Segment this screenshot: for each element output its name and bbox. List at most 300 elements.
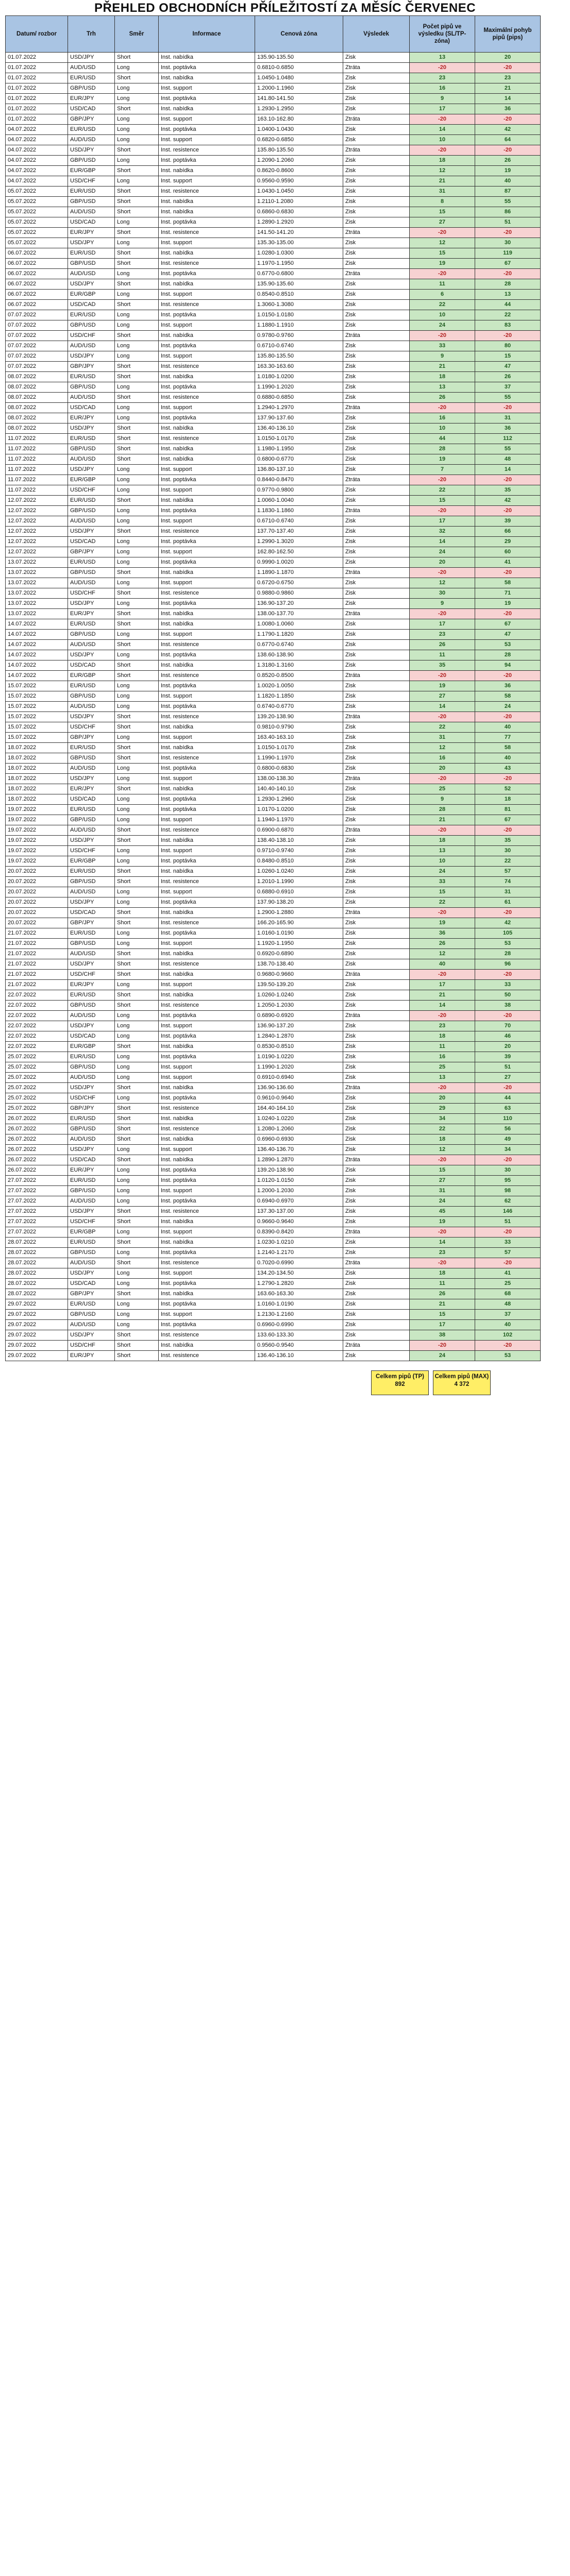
cell-pips: -20: [410, 331, 475, 341]
cell-info: Inst. poptávka: [159, 557, 255, 568]
cell-result: Zisk: [343, 238, 410, 248]
cell-result: Ztráta: [343, 568, 410, 578]
cell-date: 22.07.2022: [6, 1031, 68, 1042]
cell-market: EUR/USD: [68, 557, 115, 568]
cell-market: EUR/GBP: [68, 166, 115, 176]
cell-max-move: -20: [475, 1227, 541, 1238]
cell-result: Ztráta: [343, 712, 410, 722]
cell-market: EUR/USD: [68, 990, 115, 1001]
cell-price-zone: 1.1940-1.1970: [255, 815, 343, 825]
cell-price-zone: 1.2890-1.2870: [255, 1155, 343, 1165]
cell-info: Inst. poptávka: [159, 1176, 255, 1186]
cell-pips: 33: [410, 877, 475, 887]
cell-market: USD/JPY: [68, 774, 115, 784]
cell-info: Inst. poptávka: [159, 805, 255, 815]
cell-direction: Short: [115, 104, 159, 114]
cell-result: Ztráta: [343, 228, 410, 238]
cell-direction: Long: [115, 475, 159, 485]
cell-pips: 24: [410, 867, 475, 877]
cell-pips: 19: [410, 259, 475, 269]
cell-result: Zisk: [343, 836, 410, 846]
cell-price-zone: 0.6810-0.6850: [255, 63, 343, 73]
cell-result: Ztráta: [343, 1011, 410, 1021]
cell-market: EUR/GBP: [68, 671, 115, 681]
table-row: [6, 1114, 541, 1124]
cell-max-move: 52: [475, 784, 541, 794]
cell-date: 01.07.2022: [6, 114, 68, 125]
cell-date: 15.07.2022: [6, 722, 68, 733]
cell-date: 11.07.2022: [6, 444, 68, 454]
cell-max-move: 36: [475, 423, 541, 434]
cell-info: Inst. nabídka: [159, 568, 255, 578]
cell-direction: Short: [115, 660, 159, 671]
cell-price-zone: 1.0060-1.0040: [255, 496, 343, 506]
cell-max-move: 66: [475, 527, 541, 537]
cell-date: 21.07.2022: [6, 928, 68, 939]
cell-result: Zisk: [343, 537, 410, 547]
cell-market: AUD/USD: [68, 1073, 115, 1083]
cell-info: Inst. nabídka: [159, 496, 255, 506]
cell-info: Inst. support: [159, 846, 255, 856]
cell-info: Inst. support: [159, 290, 255, 300]
cell-info: Inst. nabídka: [159, 248, 255, 259]
column-header-price-zone: Cenová zóna: [255, 16, 343, 53]
table-row: [6, 444, 541, 454]
column-header-max-move: Maximální pohyb pipů (pips): [475, 16, 541, 53]
cell-date: 29.07.2022: [6, 1341, 68, 1351]
cell-market: AUD/USD: [68, 1258, 115, 1268]
cell-pips: 14: [410, 1001, 475, 1011]
cell-pips: 21: [410, 815, 475, 825]
cell-direction: Long: [115, 1031, 159, 1042]
table-row: [6, 1238, 541, 1248]
cell-direction: Long: [115, 599, 159, 609]
cell-date: 26.07.2022: [6, 1114, 68, 1124]
cell-max-move: 13: [475, 290, 541, 300]
cell-info: Inst. support: [159, 176, 255, 187]
cell-market: USD/CHF: [68, 331, 115, 341]
cell-max-move: 96: [475, 959, 541, 970]
cell-market: GBP/USD: [68, 444, 115, 454]
total-max-label: Celkem pipů (MAX): [434, 1374, 489, 1380]
cell-market: EUR/GBP: [68, 290, 115, 300]
cell-price-zone: 0.9780-0.9760: [255, 331, 343, 341]
cell-max-move: -20: [475, 1155, 541, 1165]
cell-price-zone: 135.80-135.50: [255, 145, 343, 156]
cell-price-zone: 1.2050-1.2030: [255, 1001, 343, 1011]
cell-max-move: 67: [475, 619, 541, 630]
cell-price-zone: 1.0160-1.0190: [255, 1299, 343, 1310]
cell-date: 08.07.2022: [6, 382, 68, 393]
cell-market: USD/CHF: [68, 970, 115, 980]
table-row: [6, 825, 541, 836]
cell-date: 05.07.2022: [6, 228, 68, 238]
cell-info: Inst. resistence: [159, 259, 255, 269]
cell-direction: Short: [115, 1134, 159, 1145]
cell-direction: Short: [115, 228, 159, 238]
cell-pips: 31: [410, 733, 475, 743]
cell-info: Inst. support: [159, 980, 255, 990]
table-row: [6, 1031, 541, 1042]
cell-price-zone: 163.60-163.30: [255, 1289, 343, 1299]
cell-max-move: 64: [475, 135, 541, 145]
cell-max-move: 33: [475, 980, 541, 990]
cell-date: 13.07.2022: [6, 588, 68, 599]
cell-max-move: 42: [475, 496, 541, 506]
cell-direction: Long: [115, 269, 159, 279]
cell-date: 19.07.2022: [6, 856, 68, 867]
cell-result: Zisk: [343, 290, 410, 300]
cell-info: Inst. poptávka: [159, 506, 255, 516]
cell-max-move: 102: [475, 1330, 541, 1341]
cell-pips: 7: [410, 465, 475, 475]
cell-date: 19.07.2022: [6, 815, 68, 825]
cell-result: Zisk: [343, 197, 410, 207]
cell-price-zone: 1.2990-1.3020: [255, 537, 343, 547]
cell-max-move: 38: [475, 1001, 541, 1011]
table-row: [6, 1330, 541, 1341]
cell-date: 29.07.2022: [6, 1310, 68, 1320]
cell-pips: 45: [410, 1207, 475, 1217]
cell-max-move: -20: [475, 825, 541, 836]
cell-price-zone: 0.6720-0.6750: [255, 578, 343, 588]
cell-market: EUR/USD: [68, 743, 115, 753]
cell-pips: 14: [410, 125, 475, 135]
cell-max-move: -20: [475, 63, 541, 73]
table-row: [6, 362, 541, 372]
cell-direction: Short: [115, 423, 159, 434]
cell-result: Zisk: [343, 784, 410, 794]
cell-pips: -20: [410, 908, 475, 918]
table-row: [6, 1124, 541, 1134]
cell-result: Ztráta: [343, 506, 410, 516]
cell-pips: -20: [410, 825, 475, 836]
cell-direction: Long: [115, 403, 159, 413]
cell-info: Inst. nabídka: [159, 166, 255, 176]
cell-result: Zisk: [343, 990, 410, 1001]
cell-result: Zisk: [343, 1124, 410, 1134]
cell-result: Zisk: [343, 1248, 410, 1258]
cell-max-move: -20: [475, 908, 541, 918]
cell-info: Inst. nabídka: [159, 73, 255, 83]
cell-pips: 17: [410, 104, 475, 114]
cell-date: 14.07.2022: [6, 660, 68, 671]
cell-date: 15.07.2022: [6, 702, 68, 712]
table-row: [6, 949, 541, 959]
cell-date: 14.07.2022: [6, 640, 68, 650]
cell-direction: Short: [115, 1351, 159, 1361]
cell-info: Inst. nabídka: [159, 1217, 255, 1227]
cell-max-move: -20: [475, 1258, 541, 1268]
cell-pips: 23: [410, 73, 475, 83]
table-row: [6, 238, 541, 248]
cell-info: Inst. resistence: [159, 1124, 255, 1134]
cell-max-move: -20: [475, 145, 541, 156]
cell-date: 13.07.2022: [6, 599, 68, 609]
cell-info: Inst. resistence: [159, 588, 255, 599]
cell-market: AUD/USD: [68, 640, 115, 650]
cell-price-zone: 1.0400-1.0430: [255, 125, 343, 135]
table-row: [6, 743, 541, 753]
cell-max-move: -20: [475, 1083, 541, 1093]
cell-price-zone: 0.6960-0.6990: [255, 1320, 343, 1330]
cell-price-zone: 1.2940-1.2970: [255, 403, 343, 413]
cell-direction: Short: [115, 1124, 159, 1134]
cell-market: GBP/USD: [68, 156, 115, 166]
cell-info: Inst. nabídka: [159, 867, 255, 877]
cell-date: 21.07.2022: [6, 959, 68, 970]
cell-result: Ztráta: [343, 269, 410, 279]
cell-pips: -20: [410, 506, 475, 516]
cell-info: Inst. poptávka: [159, 475, 255, 485]
cell-max-move: -20: [475, 228, 541, 238]
cell-pips: -20: [410, 671, 475, 681]
cell-max-move: 35: [475, 836, 541, 846]
table-row: [6, 918, 541, 928]
cell-pips: -20: [410, 1258, 475, 1268]
cell-date: 15.07.2022: [6, 712, 68, 722]
cell-max-move: 80: [475, 341, 541, 351]
table-row: [6, 547, 541, 557]
cell-market: EUR/USD: [68, 867, 115, 877]
cell-max-move: 55: [475, 444, 541, 454]
cell-market: EUR/JPY: [68, 228, 115, 238]
cell-info: Inst. resistence: [159, 640, 255, 650]
cell-market: EUR/GBP: [68, 856, 115, 867]
cell-price-zone: 1.0180-1.0200: [255, 372, 343, 382]
cell-direction: Long: [115, 156, 159, 166]
cell-direction: Short: [115, 1001, 159, 1011]
cell-market: AUD/USD: [68, 887, 115, 897]
cell-max-move: 30: [475, 846, 541, 856]
cell-info: Inst. support: [159, 691, 255, 702]
cell-market: GBP/USD: [68, 630, 115, 640]
cell-direction: Long: [115, 1186, 159, 1196]
cell-result: Ztráta: [343, 671, 410, 681]
cell-info: Inst. poptávka: [159, 1052, 255, 1062]
cell-date: 21.07.2022: [6, 980, 68, 990]
cell-pips: 22: [410, 300, 475, 310]
cell-pips: -20: [410, 403, 475, 413]
table-row: [6, 351, 541, 362]
cell-max-move: -20: [475, 331, 541, 341]
cell-date: 27.07.2022: [6, 1196, 68, 1207]
cell-market: GBP/USD: [68, 877, 115, 887]
cell-result: Zisk: [343, 1310, 410, 1320]
table-row: [6, 300, 541, 310]
cell-result: Ztráta: [343, 774, 410, 784]
cell-max-move: 26: [475, 156, 541, 166]
cell-direction: Short: [115, 609, 159, 619]
cell-direction: Long: [115, 310, 159, 320]
cell-result: Zisk: [343, 94, 410, 104]
cell-pips: 26: [410, 1289, 475, 1299]
cell-max-move: 58: [475, 691, 541, 702]
cell-info: Inst. nabídka: [159, 1042, 255, 1052]
table-row: [6, 1104, 541, 1114]
cell-direction: Long: [115, 1165, 159, 1176]
cell-date: 27.07.2022: [6, 1217, 68, 1227]
cell-pips: 11: [410, 1279, 475, 1289]
cell-pips: 6: [410, 290, 475, 300]
table-row: [6, 897, 541, 908]
cell-pips: 13: [410, 846, 475, 856]
cell-pips: 27: [410, 691, 475, 702]
cell-info: Inst. poptávka: [159, 1248, 255, 1258]
cell-direction: Short: [115, 1341, 159, 1351]
cell-price-zone: 0.8440-0.8470: [255, 475, 343, 485]
cell-info: Inst. poptávka: [159, 269, 255, 279]
cell-info: Inst. poptávka: [159, 217, 255, 228]
cell-market: USD/CHF: [68, 722, 115, 733]
cell-price-zone: 1.2790-1.2820: [255, 1279, 343, 1289]
cell-market: GBP/USD: [68, 197, 115, 207]
cell-market: GBP/USD: [68, 1001, 115, 1011]
cell-date: 20.07.2022: [6, 867, 68, 877]
cell-info: Inst. support: [159, 351, 255, 362]
cell-max-move: 15: [475, 351, 541, 362]
cell-date: 19.07.2022: [6, 825, 68, 836]
cell-date: 06.07.2022: [6, 279, 68, 290]
cell-max-move: -20: [475, 1341, 541, 1351]
cell-pips: 23: [410, 1021, 475, 1031]
cell-market: GBP/JPY: [68, 918, 115, 928]
cell-direction: Short: [115, 743, 159, 753]
cell-info: Inst. support: [159, 403, 255, 413]
cell-result: Zisk: [343, 300, 410, 310]
cell-info: Inst. nabídka: [159, 53, 255, 63]
cell-market: USD/JPY: [68, 1330, 115, 1341]
cell-price-zone: 0.9880-0.9860: [255, 588, 343, 599]
cell-info: Inst. resistence: [159, 434, 255, 444]
cell-pips: -20: [410, 63, 475, 73]
cell-direction: Short: [115, 1042, 159, 1052]
cell-market: EUR/USD: [68, 310, 115, 320]
cell-price-zone: 1.0150-1.0180: [255, 310, 343, 320]
cell-market: USD/JPY: [68, 959, 115, 970]
cell-result: Zisk: [343, 454, 410, 465]
cell-pips: -20: [410, 712, 475, 722]
cell-market: AUD/USD: [68, 949, 115, 959]
cell-pips: 30: [410, 588, 475, 599]
cell-info: Inst. poptávka: [159, 1165, 255, 1176]
cell-market: USD/CAD: [68, 104, 115, 114]
cell-max-move: 20: [475, 1042, 541, 1052]
cell-info: Inst. support: [159, 238, 255, 248]
cell-direction: Short: [115, 619, 159, 630]
cell-max-move: 37: [475, 1310, 541, 1320]
cell-price-zone: 138.00-137.70: [255, 609, 343, 619]
cell-price-zone: 163.10-162.80: [255, 114, 343, 125]
cell-market: GBP/USD: [68, 691, 115, 702]
cell-market: EUR/USD: [68, 496, 115, 506]
cell-result: Zisk: [343, 691, 410, 702]
cell-pips: 16: [410, 753, 475, 764]
table-row: [6, 1093, 541, 1104]
cell-pips: 16: [410, 1052, 475, 1062]
cell-pips: 34: [410, 1114, 475, 1124]
cell-price-zone: 1.1970-1.1950: [255, 259, 343, 269]
cell-pips: -20: [410, 774, 475, 784]
cell-market: USD/CAD: [68, 1155, 115, 1165]
total-max-value: 4 372: [454, 1381, 470, 1387]
cell-max-move: 57: [475, 867, 541, 877]
cell-direction: Short: [115, 753, 159, 764]
cell-result: Zisk: [343, 1093, 410, 1104]
cell-result: Zisk: [343, 547, 410, 557]
cell-max-move: -20: [475, 403, 541, 413]
cell-result: Zisk: [343, 259, 410, 269]
cell-date: 25.07.2022: [6, 1052, 68, 1062]
cell-market: USD/CAD: [68, 300, 115, 310]
cell-market: EUR/JPY: [68, 413, 115, 423]
cell-direction: Long: [115, 846, 159, 856]
cell-max-move: 50: [475, 990, 541, 1001]
cell-direction: Short: [115, 279, 159, 290]
cell-pips: 17: [410, 1320, 475, 1330]
opportunities-table: [5, 15, 541, 1361]
cell-price-zone: 1.2930-1.2960: [255, 794, 343, 805]
cell-price-zone: 164.40-164.10: [255, 1104, 343, 1114]
cell-info: Inst. nabídka: [159, 908, 255, 918]
cell-direction: Long: [115, 135, 159, 145]
cell-market: USD/CHF: [68, 485, 115, 496]
cell-market: GBP/USD: [68, 753, 115, 764]
cell-price-zone: 163.30-163.60: [255, 362, 343, 372]
cell-result: Zisk: [343, 702, 410, 712]
cell-price-zone: 1.0150-1.0170: [255, 434, 343, 444]
cell-pips: 25: [410, 1062, 475, 1073]
cell-date: 12.07.2022: [6, 516, 68, 527]
cell-price-zone: 135.80-135.50: [255, 351, 343, 362]
cell-info: Inst. resistence: [159, 527, 255, 537]
cell-direction: Short: [115, 908, 159, 918]
cell-result: Zisk: [343, 207, 410, 217]
cell-direction: Short: [115, 1289, 159, 1299]
cell-market: USD/CHF: [68, 1217, 115, 1227]
cell-price-zone: 0.7020-0.6990: [255, 1258, 343, 1268]
cell-pips: 23: [410, 630, 475, 640]
cell-price-zone: 1.0080-1.0060: [255, 619, 343, 630]
table-row: [6, 836, 541, 846]
cell-direction: Short: [115, 393, 159, 403]
cell-max-move: -20: [475, 609, 541, 619]
table-row: [6, 722, 541, 733]
cell-result: Zisk: [343, 939, 410, 949]
cell-max-move: 41: [475, 557, 541, 568]
cell-max-move: 19: [475, 166, 541, 176]
cell-price-zone: 1.2000-1.1960: [255, 83, 343, 94]
cell-market: AUD/USD: [68, 1011, 115, 1021]
cell-result: Zisk: [343, 1289, 410, 1299]
cell-pips: -20: [410, 475, 475, 485]
cell-result: Ztráta: [343, 609, 410, 619]
cell-info: Inst. poptávka: [159, 63, 255, 73]
cell-price-zone: 135.90-135.60: [255, 279, 343, 290]
cell-pips: 28: [410, 805, 475, 815]
cell-pips: 25: [410, 784, 475, 794]
cell-date: 15.07.2022: [6, 733, 68, 743]
cell-result: Zisk: [343, 733, 410, 743]
cell-date: 29.07.2022: [6, 1299, 68, 1310]
cell-direction: Long: [115, 1320, 159, 1330]
cell-price-zone: 0.9710-0.9740: [255, 846, 343, 856]
table-row: [6, 990, 541, 1001]
table-row: [6, 650, 541, 660]
cell-price-zone: 1.0260-1.0240: [255, 990, 343, 1001]
cell-max-move: -20: [475, 269, 541, 279]
cell-result: Ztráta: [343, 970, 410, 980]
